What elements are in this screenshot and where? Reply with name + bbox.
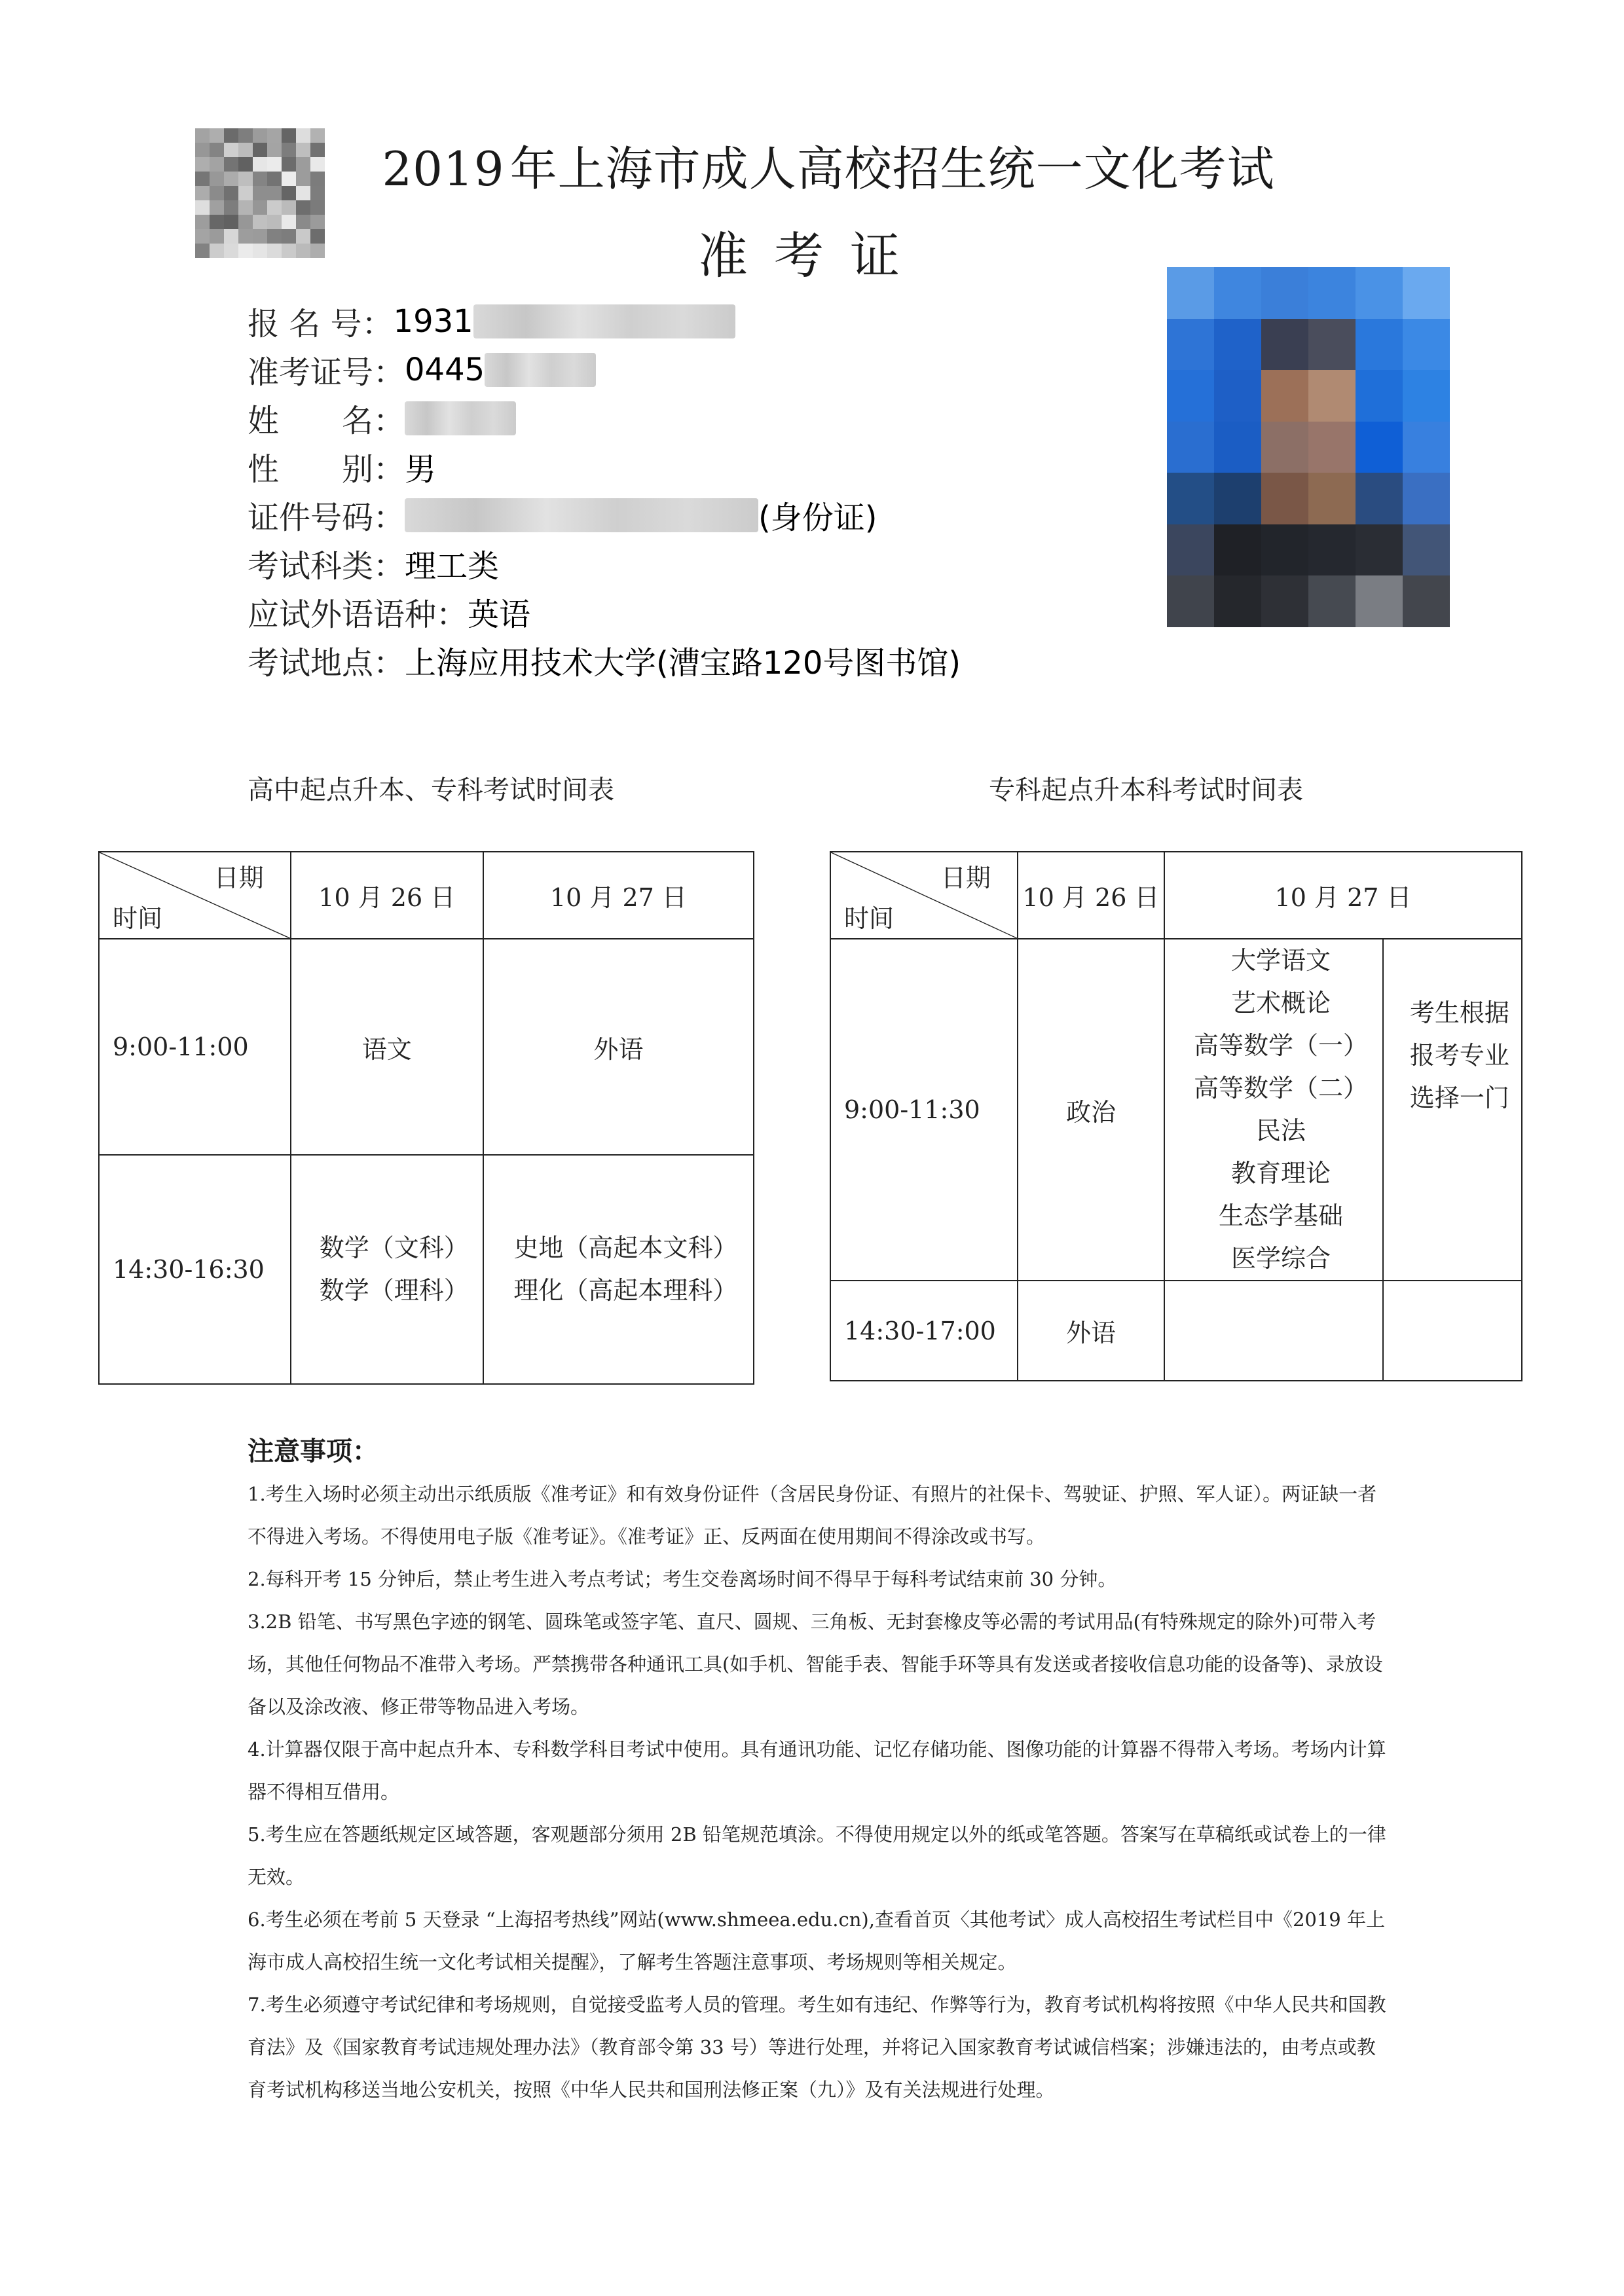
photo-cell	[1167, 319, 1214, 371]
subject-line: 生态学基础	[1218, 1201, 1343, 1230]
photo-cell	[1214, 575, 1261, 627]
qr-cell	[253, 200, 267, 215]
header-corner	[830, 852, 1018, 939]
time-slot-2: 14:30-16:30	[99, 1155, 291, 1384]
registration-value: 1931	[393, 302, 473, 340]
photo-cell	[1308, 267, 1356, 319]
subject-cell	[291, 1155, 483, 1384]
header-corner	[99, 852, 291, 939]
exam-number-value: 0445	[405, 351, 485, 388]
note-item: 4.计算器仅限于高中起点升本、专科数学科目考试中使用。具有通讯功能、记忆存储功能、图像功能的计算器不得带入考场。考场内计算器不得相互借用。	[248, 1738, 1386, 1803]
time-slot-1: 9:00-11:30	[830, 939, 1018, 1281]
photo-cell	[1356, 575, 1403, 627]
photo-cell	[1403, 267, 1450, 319]
day1-header: 10 月 26 日	[291, 852, 483, 939]
date-header: 日期	[940, 864, 991, 892]
photo-cell	[1308, 524, 1356, 576]
note-line: 报考专业	[1409, 1041, 1509, 1070]
photo-cell	[1308, 319, 1356, 371]
redacted-block	[405, 401, 516, 435]
photo-cell	[1356, 370, 1403, 422]
photo-cell	[1261, 370, 1308, 422]
photo-cell	[1403, 473, 1450, 524]
registration-row	[248, 299, 735, 344]
photo-cell	[1403, 370, 1450, 422]
registration-label: 报 名 号：	[248, 306, 394, 342]
language-label: 应试外语语种：	[248, 596, 468, 633]
language-value: 英语	[468, 596, 531, 633]
redacted-block	[473, 304, 735, 338]
candidate-photo	[1167, 267, 1450, 627]
redacted-block	[405, 498, 758, 532]
photo-cell	[1261, 422, 1308, 473]
photo-cell	[1261, 267, 1308, 319]
note-line: 选择一门	[1409, 1084, 1509, 1112]
photo-cell	[1403, 524, 1450, 576]
redacted-block	[485, 353, 596, 387]
language-row	[248, 589, 530, 634]
subject-line: 大学语文	[1230, 946, 1331, 975]
subject-line: 高等数学（二）	[1193, 1074, 1368, 1102]
photo-cell	[1214, 370, 1261, 422]
qr-cell	[267, 200, 282, 215]
time-slot-1: 9:00-11:00	[99, 939, 291, 1155]
category-label: 考试科类：	[248, 548, 405, 585]
photo-cell	[1308, 370, 1356, 422]
time-slot-2: 14:30-17:00	[830, 1281, 1018, 1381]
id-row	[248, 492, 877, 538]
qr-cell	[310, 200, 325, 215]
category-row	[248, 541, 499, 586]
photo-cell	[1261, 319, 1308, 371]
photo-cell	[1214, 422, 1261, 473]
qr-cell	[282, 200, 296, 215]
location-row	[248, 638, 961, 683]
subject-line: 数学（理科）	[319, 1276, 469, 1305]
subject-line: 数学（文科）	[319, 1233, 469, 1262]
gender-row	[248, 444, 436, 489]
title-text: 年上海市成人高校招生统一文化考试	[509, 141, 1275, 196]
table2-title: 专科起点升本科考试时间表	[989, 775, 1303, 805]
note-item: 2.每科开考 15 分钟后，禁止考生进入考点考试；考生交卷离场时间不得早于每科考试结束前 30 分钟。	[248, 1568, 1117, 1590]
photo-cell	[1214, 473, 1261, 524]
note-item: 3.2B 铅笔、书写黑色字迹的钢笔、圆珠笔或签字笔、直尺、圆规、三角板、无封套橡皮等必需的考试用品(有特殊规定的除外)可带入考场，其他任何物品不准带入考场。严禁携带各种通讯工具(如手机、智能手表、智能手环等具有发送或者接收信息功能的设备等)、录放设备以及涂改液、修正带等物品进入考场。	[248, 1611, 1383, 1718]
photo-cell	[1167, 575, 1214, 627]
photo-cell	[1167, 370, 1214, 422]
location-label: 考试地点：	[248, 645, 405, 682]
photo-cell	[1356, 267, 1403, 319]
subject-cell: 语文	[291, 939, 483, 1155]
photo-cell	[1167, 267, 1214, 319]
photo-cell	[1167, 473, 1214, 524]
subject-cell: 外语	[483, 939, 754, 1155]
note-item: 1.考生入场时必须主动出示纸质版《准考证》和有效身份证件（含居民身份证、有照片的社保卡、驾驶证、护照、军人证）。两证缺一者不得进入考场。不得使用电子版《准考证》。《准考证》正、反两面在使用期间不得涂改或书写。	[248, 1483, 1377, 1548]
choose-note	[1383, 939, 1522, 1281]
photo-cell	[1214, 524, 1261, 576]
exam-number-row	[248, 347, 596, 392]
subject-list	[1164, 939, 1383, 1281]
exam-number-label: 准考证号：	[248, 354, 405, 391]
gender-value: 男	[405, 451, 437, 488]
qr-cell	[238, 200, 253, 215]
subject-line: 民法	[1255, 1116, 1306, 1145]
qr-cell	[224, 200, 238, 215]
day2-header: 10 月 27 日	[483, 852, 754, 939]
empty-cell	[1164, 1281, 1383, 1381]
empty-cell	[1383, 1281, 1522, 1381]
qr-cell	[296, 200, 310, 215]
note-item: 6.考生必须在考前 5 天登录 “上海招考热线”网站(www.shmeea.edu.cn),查看首页〈其他考试〉成人高校招生考试栏目中《2019 年上海市成人高校招生统一文化考试相关提醒》，了解考生答题注意事项、考场规则等相关规定。	[248, 1908, 1385, 1973]
page-title	[0, 131, 1624, 199]
name-label: 姓 名：	[248, 403, 405, 439]
note-item: 7.考生必须遵守考试纪律和考场规则，自觉接受监考人员的管理。考生如有违纪、作弊等行为，教育考试机构将按照《中华人民共和国教育法》及《国家教育考试违规处理办法》（教育部令第 33 号）等进行处理，并将记入国家教育考试诚信档案；涉嫌违法的，由考点或教育考试机构移送当地公安机关，按照《中华人民共和国刑法修正案（九）》及有关法规进行处理。	[248, 1994, 1386, 2101]
page-subtitle: 准考证	[698, 227, 926, 285]
photo-cell	[1167, 524, 1214, 576]
photo-cell	[1403, 319, 1450, 371]
schedule-table-2	[830, 851, 1522, 1381]
subject-cell	[483, 1155, 754, 1384]
time-header: 时间	[113, 904, 163, 933]
photo-cell	[1308, 422, 1356, 473]
subject-line: 教育理论	[1230, 1159, 1331, 1188]
subject-line: 理化（高起本理科）	[513, 1276, 738, 1305]
photo-cell	[1356, 422, 1403, 473]
photo-cell	[1356, 473, 1403, 524]
date-header: 日期	[213, 864, 264, 892]
id-label: 证件号码：	[248, 500, 405, 536]
photo-cell	[1403, 422, 1450, 473]
photo-cell	[1403, 575, 1450, 627]
subject-line: 高等数学（一）	[1193, 1031, 1368, 1060]
gender-label: 性 别：	[248, 451, 405, 488]
note-item: 5.考生应在答题纸规定区域答题，客观题部分须用 2B 铅笔规范填涂。不得使用规定以外的纸或笔答题。答案写在草稿纸或试卷上的一律无效。	[248, 1823, 1386, 1888]
day1-header: 10 月 26 日	[1018, 852, 1164, 939]
subject-line: 艺术概论	[1230, 989, 1331, 1017]
photo-cell	[1261, 524, 1308, 576]
photo-cell	[1261, 575, 1308, 627]
photo-cell	[1261, 473, 1308, 524]
photo-cell	[1214, 267, 1261, 319]
category-value: 理工类	[405, 548, 500, 585]
qr-cell	[195, 200, 210, 215]
notes-list	[248, 1473, 1387, 2111]
photo-cell	[1308, 473, 1356, 524]
location-value: 上海应用技术大学(漕宝路120号图书馆)	[405, 645, 961, 682]
subject-cell: 政治	[1018, 939, 1164, 1281]
subject-cell: 外语	[1018, 1281, 1164, 1381]
photo-cell	[1356, 319, 1403, 371]
notes-title: 注意事项：	[248, 1436, 378, 1467]
name-row	[248, 395, 516, 441]
photo-cell	[1167, 422, 1214, 473]
id-type: (身份证)	[758, 500, 877, 536]
photo-cell	[1308, 575, 1356, 627]
time-header: 时间	[844, 904, 895, 933]
note-line: 考生根据	[1409, 998, 1509, 1027]
photo-cell	[1214, 319, 1261, 371]
table1-title: 高中起点升本、专科考试时间表	[248, 775, 614, 805]
subject-line: 史地（高起本文科）	[513, 1233, 738, 1262]
day2-header: 10 月 27 日	[1164, 852, 1522, 939]
title-year: 2019	[382, 141, 505, 196]
photo-cell	[1356, 524, 1403, 576]
schedule-table-1	[98, 851, 754, 1385]
subject-line: 医学综合	[1230, 1244, 1331, 1273]
qr-cell	[210, 200, 224, 215]
